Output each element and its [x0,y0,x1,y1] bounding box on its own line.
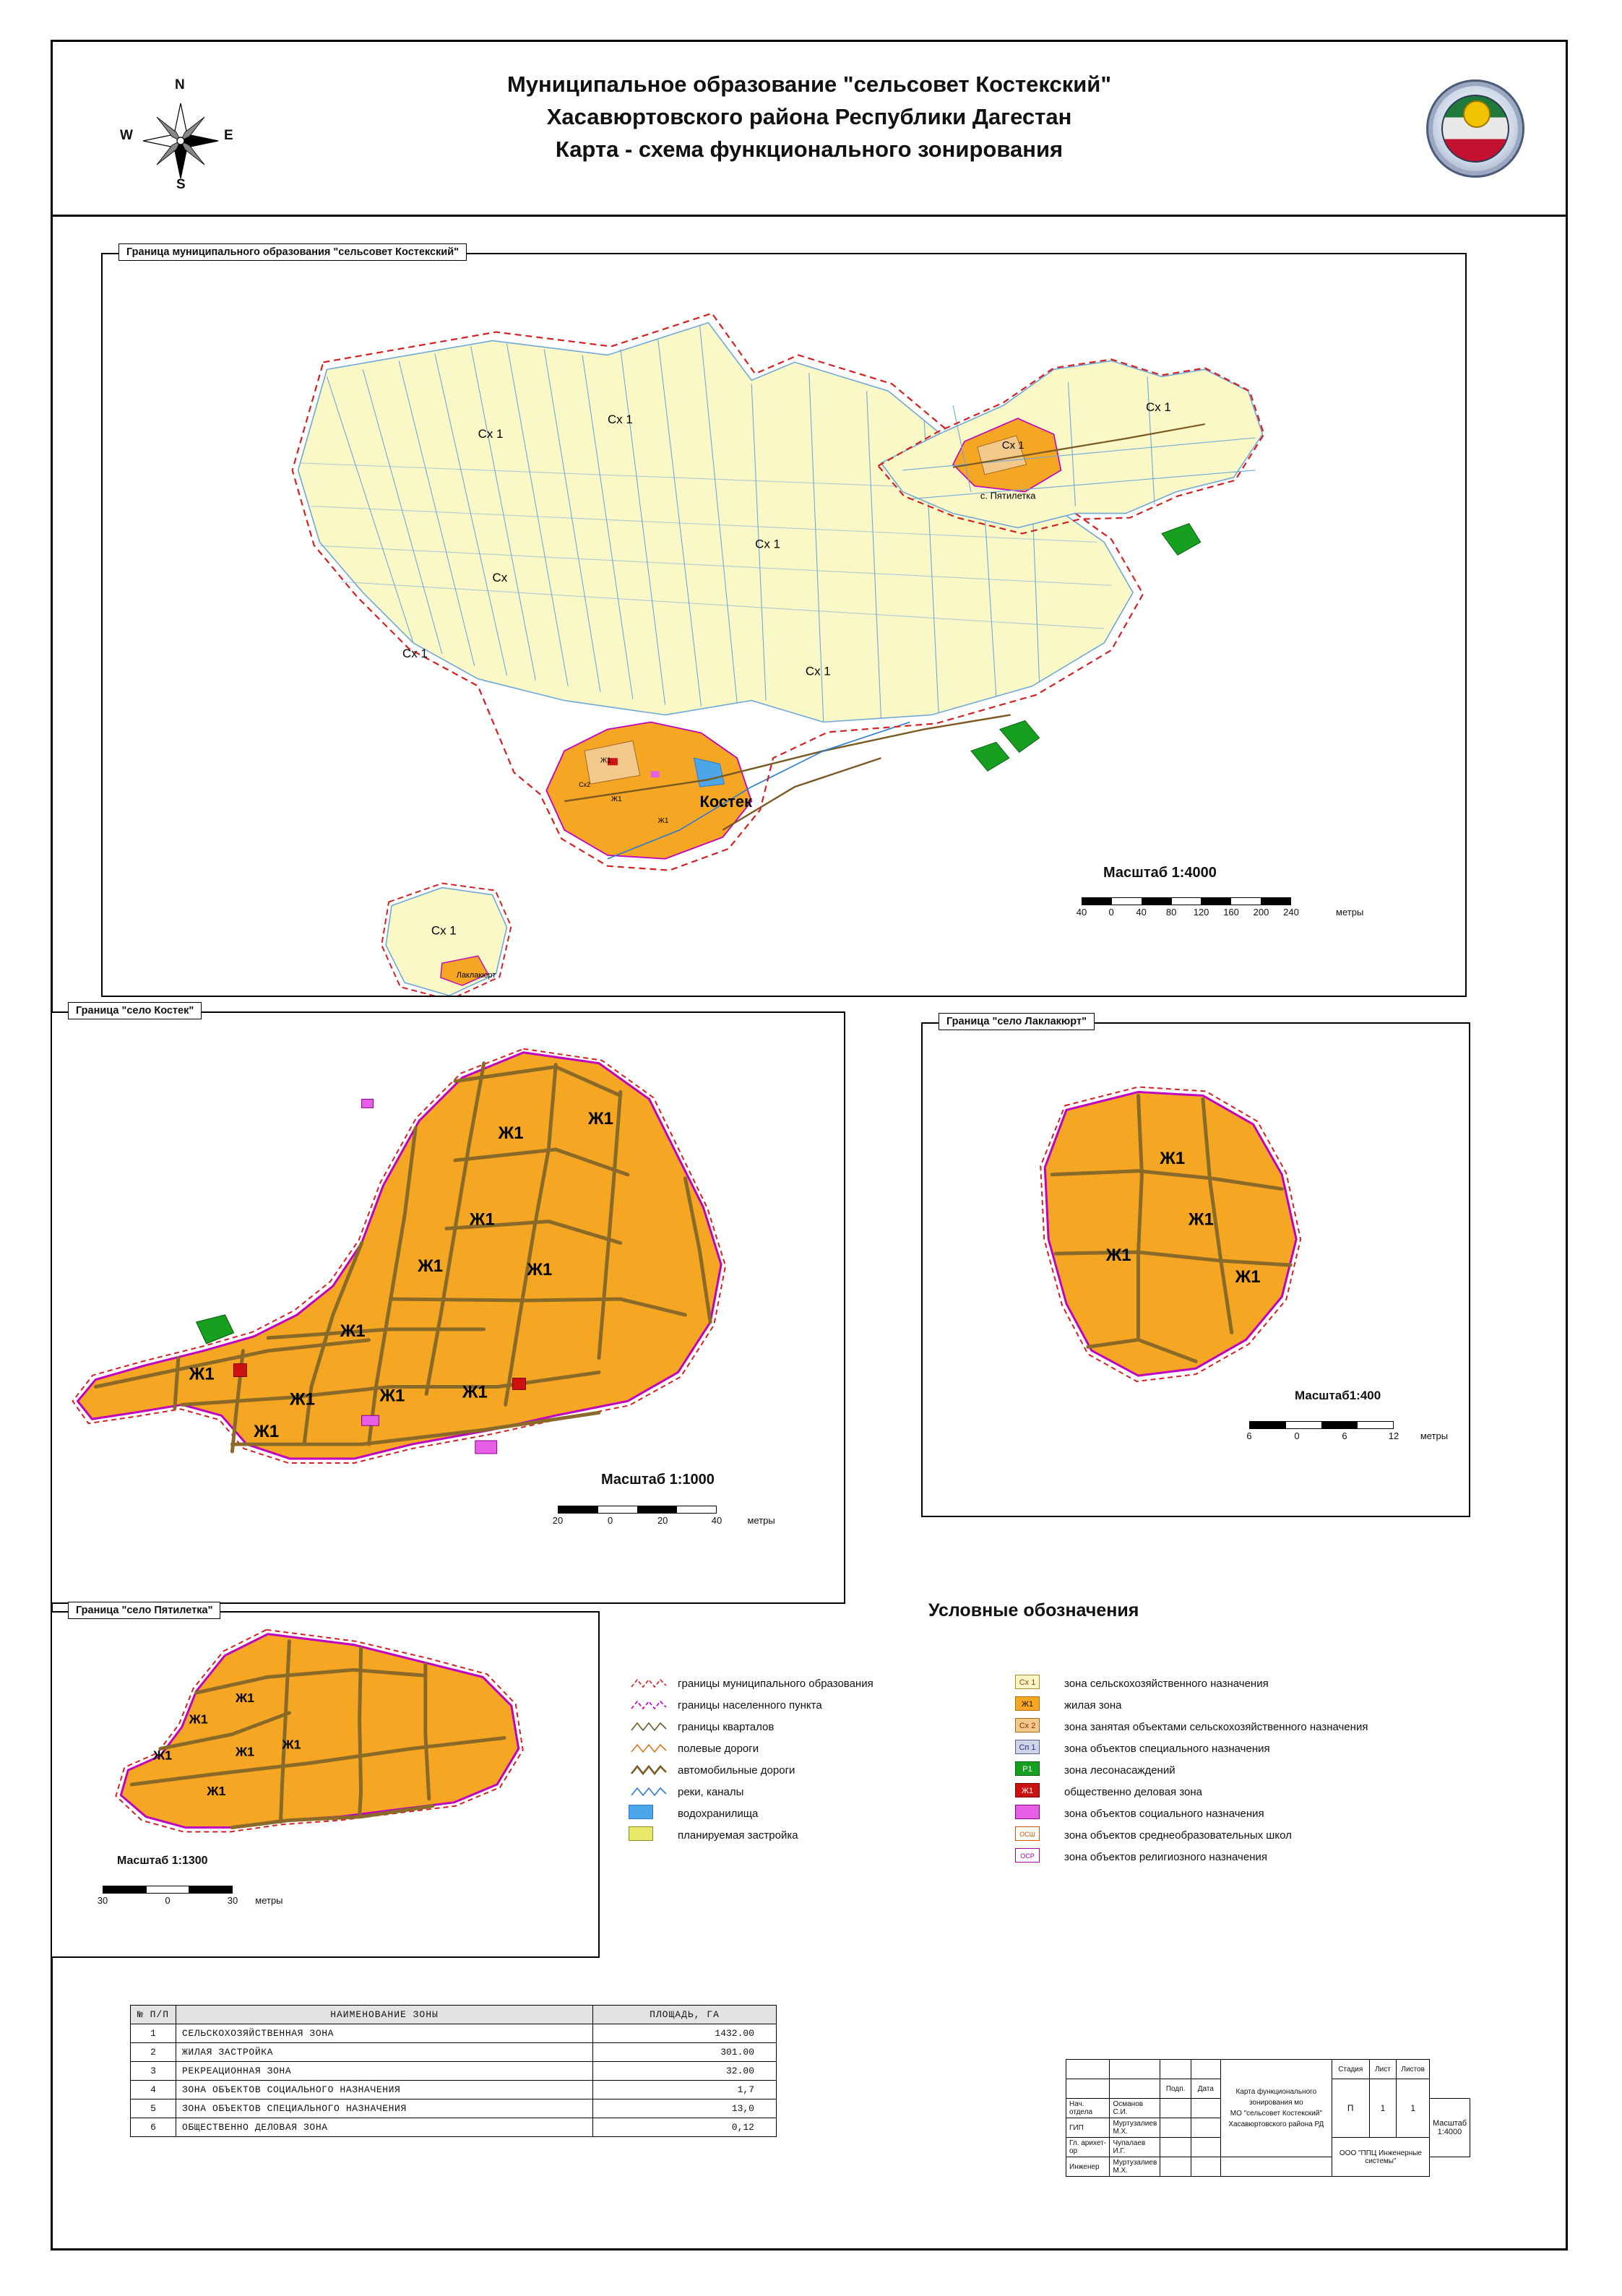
svg-text:Ж1: Ж1 [282,1737,301,1752]
scale-tick: 200 [1253,907,1269,918]
stamp-sheet-value: 1 [1369,2079,1397,2138]
legend-zone-label: жилая зона [1064,1699,1122,1712]
stamp-role: ГИП [1066,2118,1110,2138]
svg-text:Сх 1: Сх 1 [478,427,504,441]
scale-tick: 40 [711,1515,722,1526]
svg-text:Сх 1: Сх 1 [1146,400,1171,415]
scale-unit: метры [747,1515,775,1526]
zone-swatch-religious [1015,1848,1056,1865]
table-row [131,2099,777,2118]
zone-swatch-sh1 [1015,1675,1056,1692]
zone-code-label: Сх 2 [1015,1718,1040,1732]
svg-text:Ж1: Ж1 [527,1260,553,1280]
legend-line-item [629,1803,873,1824]
svg-text:Сх2: Сх2 [579,781,591,789]
row-zone-name: СЕЛЬСКОХОЗЯЙСТВЕННАЯ ЗОНА [176,2024,593,2043]
zone-swatch-business [1015,1783,1056,1800]
row-zone-name: ЖИЛАЯ ЗАСТРОЙКА [176,2043,593,2062]
legend-title: Условные обозначения [928,1600,1139,1620]
scale-unit: метры [1420,1430,1449,1441]
overview-map-panel [101,246,1467,997]
compass-east-label: E [224,128,233,143]
svg-text:Ж1: Ж1 [600,756,611,765]
legend-zone-item [1015,1781,1368,1803]
legend-line-item [629,1716,873,1738]
svg-text:Ж1: Ж1 [657,816,669,825]
field-road-icon [629,1740,669,1757]
legend-zone-item [1015,1846,1368,1868]
legend-line-item [629,1781,873,1803]
stamp-person: Муртузалиев М.Х. [1110,2118,1160,2138]
svg-text:Ж1: Ж1 [207,1783,226,1798]
page-title [267,69,1351,166]
stamp-stage-header: Стадия [1332,2060,1369,2079]
auto-road-icon [629,1761,669,1779]
legend-line-label: автомобильные дороги [678,1764,795,1777]
table-header-cell: ПЛОЩАДЬ, ГА [593,2006,777,2024]
laklakyurt-map-label: Граница "село Лаклакюрт" [939,1013,1095,1030]
title-line-2: Хасавюртовского района Республики Дагестан [546,103,1072,129]
row-zone-name: ОБЩЕСТВЕННО ДЕЛОВАЯ ЗОНА [176,2118,593,2137]
legend-zone-item [1015,1738,1368,1759]
title-line-3: Карта - схема функционального зонирования [555,136,1064,162]
overview-scale-bar [1076,897,1364,918]
pyatiletka-scale-label: Масштаб 1:1300 [117,1855,208,1867]
scale-tick: 20 [657,1515,668,1526]
scale-unit: метры [255,1895,283,1906]
row-zone-area: 13,0 [593,2099,777,2118]
svg-text:Ж1: Ж1 [469,1209,495,1230]
legend-zone-item [1015,1803,1368,1824]
row-zone-area: 1432.00 [593,2024,777,2043]
scale-tick: 0 [165,1895,171,1906]
row-zone-name: ЗОНА ОБЪЕКТОВ СПЕЦИАЛЬНОГО НАЗНАЧЕНИЯ [176,2099,593,2118]
stamp-person: Чупалаев И.Г. [1110,2138,1160,2157]
row-zone-area: 301.00 [593,2043,777,2062]
scale-tick: 40 [1136,907,1147,918]
scale-tick: 0 [1108,907,1114,918]
scale-tick: 30 [227,1895,238,1906]
kostek-scale-label: Масштаб 1:1000 [601,1472,715,1488]
scale-tick: 0 [1294,1430,1300,1441]
legend-line-label: полевые дороги [678,1742,759,1755]
compass-south-label: S [176,177,186,192]
row-number: 2 [131,2043,176,2062]
title-block [51,40,1568,217]
kostek-scale-bar [552,1506,775,1527]
stamp-role: Нач. отдела [1066,2099,1110,2118]
svg-text:Ж1: Ж1 [254,1422,280,1442]
table-row [131,2118,777,2137]
coat-of-arms-emblem [1426,79,1524,178]
svg-text:Ж1: Ж1 [462,1382,488,1402]
stamp-object-line: Хасавюртовского района РД [1228,2120,1324,2128]
overview-map-label: Граница муниципального образования "сельсовет Костекский" [118,243,467,261]
legend-line-label: границы кварталов [678,1720,775,1733]
pyatiletka-scale-bar [97,1886,305,1907]
zone-swatch-sh2 [1015,1718,1056,1735]
zone-code-label [1015,1805,1040,1819]
legend-zone-item [1015,1673,1368,1694]
scale-tick: 0 [607,1515,613,1526]
stamp-col-podp: Подп. [1160,2079,1191,2099]
zone-code-label: Сп 1 [1015,1740,1040,1754]
legend-zone-label: зона объектов среднеобразовательных школ [1064,1829,1292,1842]
svg-text:Ж1: Ж1 [498,1123,524,1144]
svg-text:с. Пятилетка: с. Пятилетка [980,490,1036,501]
river-canal-icon [629,1783,669,1800]
scale-tick: 20 [552,1515,564,1526]
scale-tick: 40 [1076,907,1087,918]
svg-text:Ж1: Ж1 [418,1256,444,1277]
stamp-stage-value: П [1332,2079,1369,2138]
svg-text:Ж1: Ж1 [379,1386,405,1406]
zone-code-label: ОСР [1015,1848,1040,1863]
zone-code-label: Сх 1 [1015,1675,1040,1689]
stamp-sheets-header: Листов [1397,2060,1430,2079]
kostek-map-panel [51,1005,845,1604]
scale-tick: 12 [1388,1430,1399,1441]
zone-code-label: ОСШ [1015,1826,1040,1841]
legend-zone-label: зона сельскохозяйственного назначения [1064,1677,1269,1690]
svg-text:Костек: Костек [699,793,752,811]
zone-swatch-social [1015,1805,1056,1822]
legend-line-item [629,1673,873,1694]
table-header-cell: № П/П [131,2006,176,2024]
legend-line-label: планируемая застройка [678,1829,798,1842]
svg-text:Сх 1: Сх 1 [755,537,780,551]
legend-zone-item [1015,1824,1368,1846]
stamp-role: Инженер [1066,2157,1110,2177]
stamp-object-block [1220,2060,1332,2157]
zone-code-label: Р1 [1015,1761,1040,1776]
svg-text:Ж1: Ж1 [611,795,622,804]
svg-text:Ж1: Ж1 [340,1321,366,1341]
scale-tick: 80 [1165,907,1177,918]
scale-unit: метры [1336,907,1364,918]
boundary-settlement-icon [629,1696,669,1714]
svg-text:Ж1: Ж1 [290,1389,315,1410]
svg-text:Ж1: Ж1 [588,1109,613,1129]
row-number: 5 [131,2099,176,2118]
stamp-person: Муртузалиев М.Х. [1110,2157,1160,2177]
svg-text:Сх 1: Сх 1 [402,646,428,660]
laklakyurt-scale-bar [1246,1421,1451,1442]
row-zone-area: 1,7 [593,2081,777,2099]
stamp-sheets-value: 1 [1397,2079,1430,2138]
compass-west-label: W [120,128,133,143]
zone-swatch-zh1 [1015,1696,1056,1714]
kostek-map-label: Граница "село Костек" [68,1002,202,1019]
stamp-person: Османов С.И. [1110,2099,1160,2118]
row-number: 3 [131,2062,176,2081]
row-number: 1 [131,2024,176,2043]
zones-area-table [130,2005,777,2137]
svg-text:Ж1: Ж1 [189,1364,215,1384]
row-zone-area: 32.00 [593,2062,777,2081]
zone-code-label: Ж1 [1015,1696,1040,1711]
title-stamp [1066,2059,1470,2177]
pyatiletka-map-label: Граница "село Пятилетка" [68,1602,220,1619]
svg-text:Сх 1: Сх 1 [1001,439,1024,452]
row-number: 6 [131,2118,176,2137]
stamp-role: Гл. арихет-ор [1066,2138,1110,2157]
stamp-object-line: МО "сельсовет Костекский" [1230,2110,1322,2118]
boundary-municipal-icon [629,1675,669,1692]
scale-tick: 30 [97,1895,108,1906]
legend-zone-label: зона объектов религиозного назначения [1064,1850,1267,1863]
legend-zone-item [1015,1716,1368,1738]
svg-text:Ж1: Ж1 [1160,1148,1186,1168]
svg-text:Сх 1: Сх 1 [805,664,831,678]
legend-zone-label: общественно деловая зона [1064,1785,1203,1798]
legend-zone-item [1015,1759,1368,1781]
scale-tick: 6 [1342,1430,1347,1441]
svg-text:Ж1: Ж1 [1235,1266,1261,1287]
svg-text:Сх: Сх [492,571,508,585]
legend-zone-item [1015,1694,1368,1716]
scale-tick: 240 [1283,907,1299,918]
boundary-quarter-icon [629,1718,669,1735]
laklakyurt-scale-label: Масштаб1:400 [1295,1389,1381,1402]
svg-text:Ж1: Ж1 [189,1712,208,1727]
compass-rose-icon [120,77,238,192]
reservoir-icon [629,1805,669,1822]
row-number: 4 [131,2081,176,2099]
planned-building-icon [629,1826,669,1844]
legend-line-label: границы муниципального образования [678,1677,873,1690]
svg-text:Ж1: Ж1 [1105,1246,1131,1266]
pyatiletka-map-panel [51,1605,600,1958]
legend-lines-column [629,1673,873,1846]
stamp-object-line: Карта функционального зонирования мо [1235,2088,1317,2107]
legend-zone-label: зона лесонасаждений [1064,1764,1175,1777]
table-row [131,2062,777,2081]
svg-text:Ж1: Ж1 [1189,1209,1214,1230]
zone-swatch-school [1015,1826,1056,1844]
table-row [131,2081,777,2099]
zone-swatch-sp1 [1015,1740,1056,1757]
stamp-scale: Масштаб 1:4000 [1429,2099,1470,2157]
table-row [131,2043,777,2062]
table-row [131,2024,777,2043]
legend-line-label: реки, каналы [678,1785,744,1798]
laklakyurt-map-panel [921,1016,1470,1517]
svg-text:Сх 1: Сх 1 [607,413,633,427]
zone-code-label: Ж1 [1015,1783,1040,1797]
scale-tick: 160 [1223,907,1239,918]
svg-text:Сх 1: Сх 1 [431,923,457,938]
legend-line-item [629,1694,873,1716]
stamp-sheet-header: Лист [1369,2060,1397,2079]
row-zone-name: РЕКРЕАЦИОННАЯ ЗОНА [176,2062,593,2081]
legend-line-item [629,1759,873,1781]
scale-tick: 6 [1246,1430,1252,1441]
legend-line-item [629,1738,873,1759]
legend-line-label: границы населенного пункта [678,1699,822,1712]
compass-north-label: N [175,77,185,92]
overview-scale-label: Масштаб 1:4000 [1103,865,1217,881]
legend-zone-label: зона объектов специального назначения [1064,1742,1270,1755]
overview-map-graphic [103,254,1465,996]
zone-swatch-r1 [1015,1761,1056,1779]
legend-line-label: водохранилища [678,1807,759,1820]
legend-zones-column [1015,1673,1368,1868]
svg-text:Лаклакюрт: Лаклакюрт [456,971,496,980]
svg-text:Ж1: Ж1 [152,1748,173,1763]
legend-zone-label: зона объектов социального назначения [1064,1807,1264,1820]
table-header-row [131,2006,777,2024]
scale-tick: 120 [1193,907,1209,918]
stamp-col-data: Дата [1191,2079,1221,2099]
table-header-cell: НАИМЕНОВАНИЕ ЗОНЫ [176,2006,593,2024]
row-zone-name: ЗОНА ОБЪЕКТОВ СОЦИАЛЬНОГО НАЗНАЧЕНИЯ [176,2081,593,2099]
row-zone-area: 0,12 [593,2118,777,2137]
legend-zone-label: зона занятая объектами сельскохозяйственного назначения [1064,1720,1368,1733]
svg-text:Ж1: Ж1 [236,1690,255,1705]
title-line-1: Муниципальное образование "сельсовет Костекский" [506,72,1112,97]
stamp-company: ООО "ППЦ Инженерные системы" [1332,2138,1429,2177]
legend-line-item [629,1824,873,1846]
svg-text:Ж1: Ж1 [236,1744,255,1759]
